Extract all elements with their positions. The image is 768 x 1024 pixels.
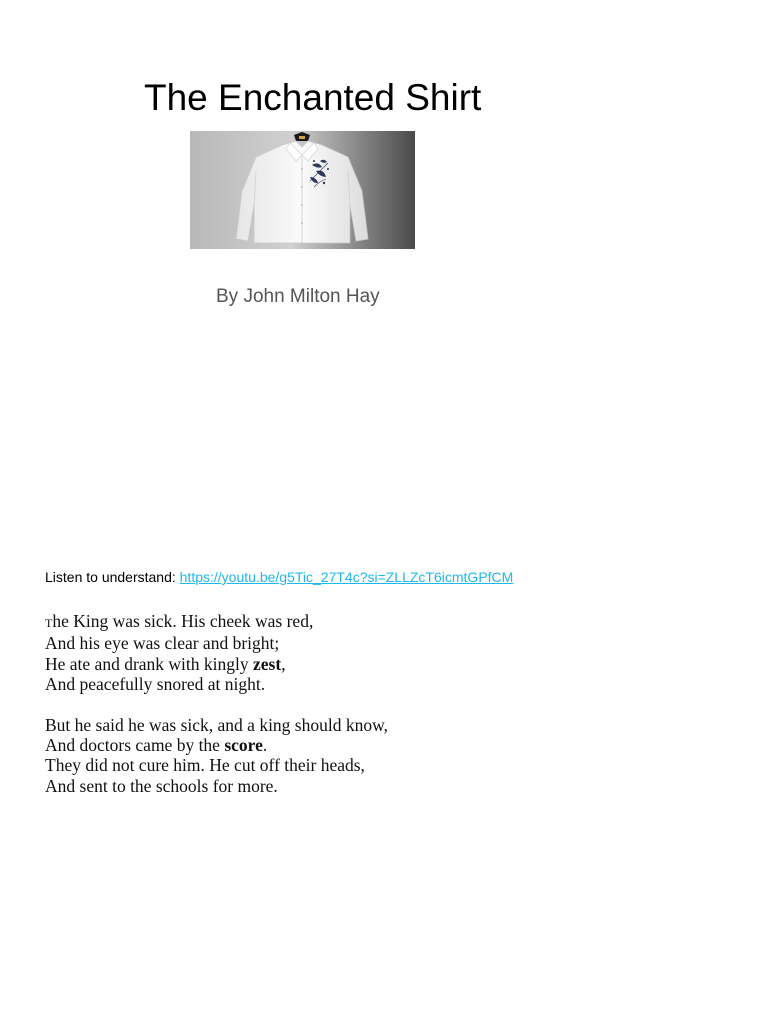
- listen-label: Listen to understand:: [45, 569, 176, 585]
- poem-line-text: ,: [281, 653, 286, 674]
- author-byline: By John Milton Hay: [216, 286, 380, 307]
- poem-line: [45, 735, 388, 755]
- poem-line: They did not cure him. He cut off their heads,: [45, 755, 365, 776]
- poem-line: [45, 611, 388, 633]
- poem-line: And his eye was clear and bright;: [45, 633, 280, 654]
- youtube-link[interactable]: https://youtu.be/g5Tic_27T4c?si=ZLLZcT6icmtGPfCM: [179, 569, 514, 585]
- poem: [45, 611, 388, 816]
- poem-line: But he said he was sick, and a king should know,: [45, 714, 388, 735]
- stanza: [45, 715, 388, 796]
- listen-line: [45, 569, 513, 585]
- shirt-image: [190, 131, 415, 249]
- poem-first-letter: T: [45, 616, 53, 630]
- poem-line: [45, 654, 388, 674]
- poem-line-text: he King was sick. His cheek was red,: [52, 611, 314, 631]
- poem-line-text: And doctors came by the: [45, 734, 225, 755]
- poem-line: And peacefully snored at night.: [45, 673, 266, 694]
- poem-line: And sent to the schools for more.: [45, 775, 278, 796]
- poem-line-text: He ate and drank with kingly: [45, 653, 254, 674]
- page-title: The Enchanted Shirt: [144, 77, 482, 118]
- poem-bold-word: score: [224, 734, 263, 755]
- poem-bold-word: zest: [253, 653, 282, 674]
- poem-line-text: .: [262, 734, 268, 755]
- stanza: [45, 611, 388, 694]
